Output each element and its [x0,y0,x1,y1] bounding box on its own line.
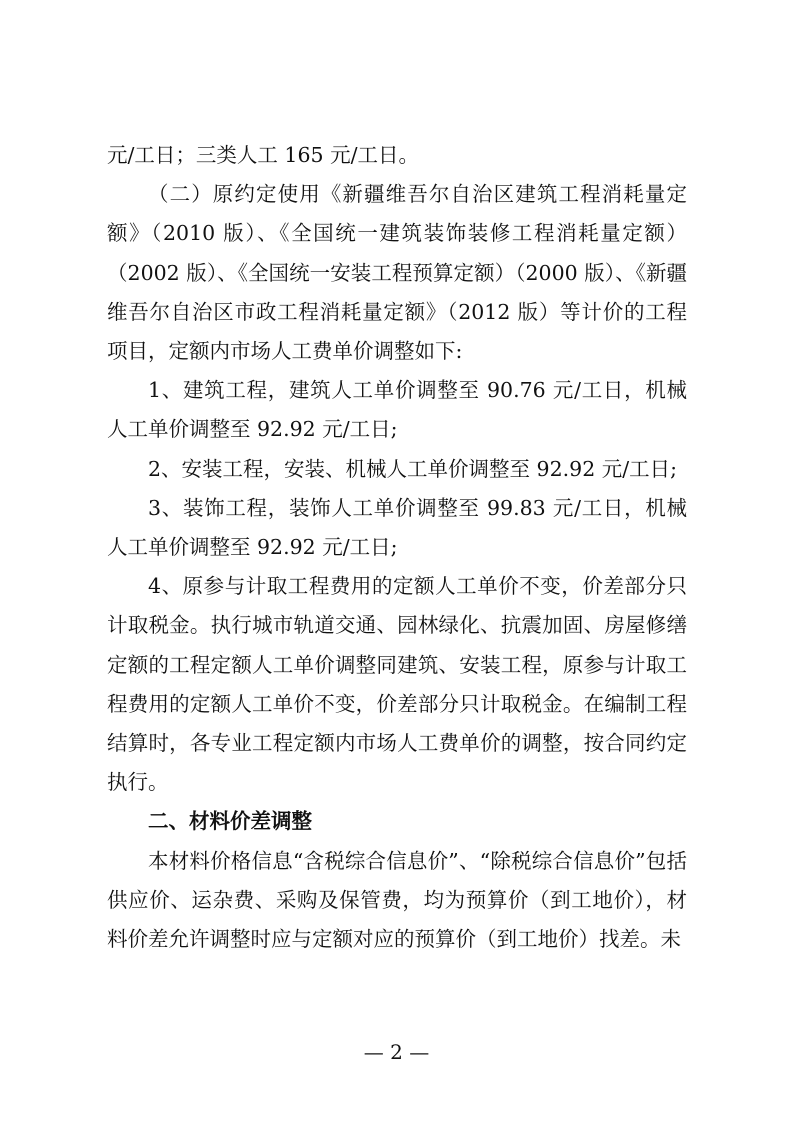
page-number: — 2 — [363,1040,430,1064]
paragraph-item-construction: 1、建筑工程，建筑人工单价调整至 90.76 元/工日，机械人工单价调整至 92.92 元/工日; [107,378,687,442]
document-body [107,136,687,959]
section-heading-material-price: 二、材料价差调整 [148,809,312,834]
paragraph-item-fees: 4、原参与计取工程费用的定额人工单价不变，价差部分只计取税金。执行城市轨道交通、园林绿化、抗震加固、房屋修缮定额的工程定额人工单价调整同建筑、安装工程，原参与计取工程费用的定额人工单价不变，价差部分只计取税金。在编制工程结算时，各专业工程定额内市场人工费单价的调整，按合同约定执行。 [107,574,687,795]
paragraph-item-decoration: 3、装饰工程，装饰人工单价调整至 99.83 元/工日，机械人工单价调整至 92.92 元/工日; [107,495,687,560]
paragraph-item-installation: 2、安装工程，安装、机械人工单价调整至 92.92 元/工日; [148,456,678,481]
paragraph-quota-section-two: （二）原约定使用《新疆维吾尔自治区建筑工程消耗量定额》（2010 版）、《全国统一建筑装饰装修工程消耗量定额）（2002 版）、《全国统一安装工程预算定额）（2000 版）、《新疆维吾尔自治区市政工程消耗量定额》（2012 版）等计价的工程项目，定额内市场人工费单价调整如下: [107,182,687,364]
paragraph-material-price-info: 本材料价格信息“含税综合信息价”、“除税综合信息价”包括供应价、运杂费、采购及保管费，均为预算价（到工地价），材料价差允许调整时应与定额对应的预算价（到工地价）找差。未 [107,848,687,952]
paragraph-labor-rate-continuation: 元/工日；三类人工 165 元/工日。 [107,143,419,167]
